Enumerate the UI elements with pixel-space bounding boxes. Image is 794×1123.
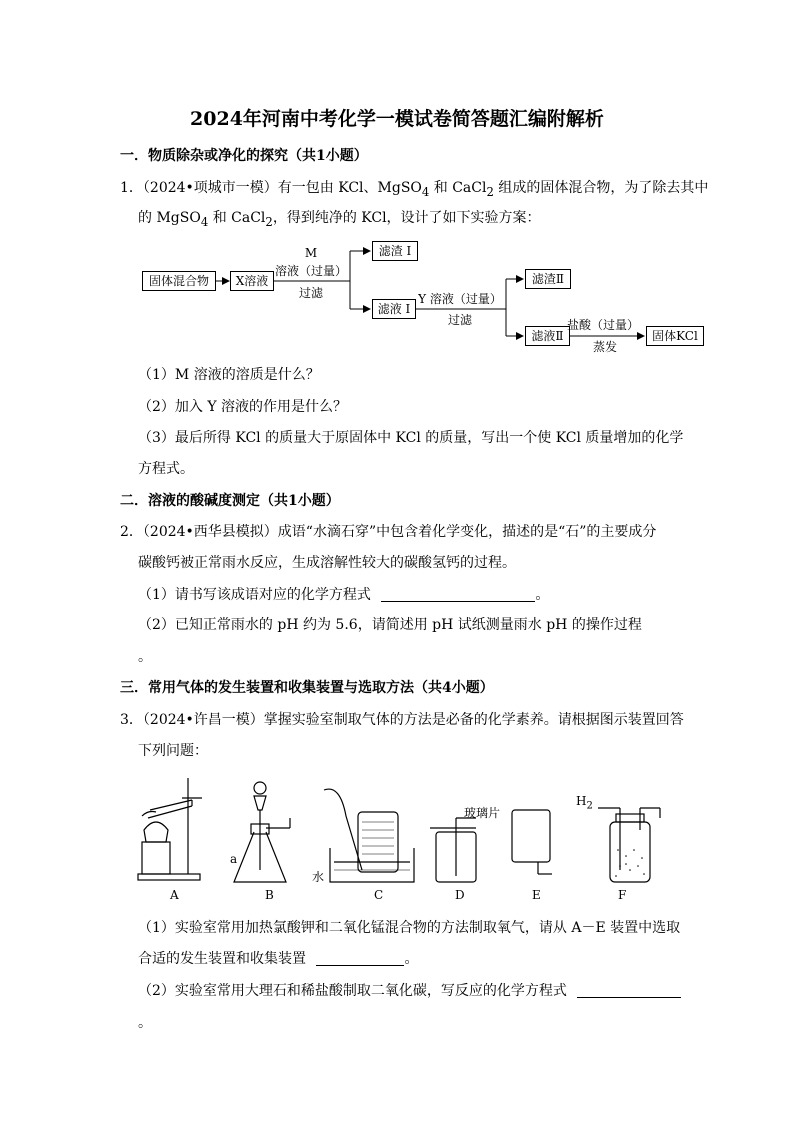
- flow-y-filter: 过滤: [447, 313, 472, 327]
- flow-filtrate-2: 滤液Ⅱ: [525, 326, 570, 346]
- apparatus-drawing: [130, 770, 690, 905]
- section-heading-1: 一．物质除杂或净化的探究（共1小题）: [120, 148, 368, 164]
- section-heading-2: 二．溶液的酸碱度测定（共1小题）: [120, 493, 340, 509]
- question-1-line-2: 的 MgSO$_4$ 和 CaCl$_2$，得到纯净的 KCl，设计了如下实验方案：: [138, 210, 541, 229]
- apparatus-e: [512, 810, 552, 874]
- apparatus-h2-label: $H_2$: [576, 794, 593, 812]
- flow-m-label: M: [304, 246, 318, 260]
- apparatus-label-f: F: [618, 888, 627, 902]
- question-3-sub-1-line-2: 合适的发生装置和收集装置 。: [138, 951, 419, 967]
- apparatus-c: [324, 789, 414, 882]
- apparatus-label-e: E: [532, 888, 541, 902]
- flow-x-solution: X溶液: [230, 271, 274, 291]
- question-3-sub-1-line-1: （1）实验室常用加热氯酸钾和二氧化锰混合物的方法制取氧气，请从 A－E 装置中选取: [138, 920, 681, 936]
- answer-blank[interactable]: [316, 951, 404, 966]
- apparatus-d: [430, 818, 476, 882]
- question-2-sub-2-line-2: 。: [138, 649, 152, 665]
- apparatus-b: [234, 782, 290, 882]
- flow-m-filter: 过滤: [298, 286, 323, 300]
- apparatus-water-label: 水: [312, 870, 325, 884]
- answer-blank[interactable]: [577, 983, 681, 998]
- question-1-sub-3-line-1: （3）最后所得 KCl 的质量大于原固体中 KCl 的质量，写出一个使 KCl 质量增加的化学: [138, 430, 684, 446]
- question-2-sub-1: （1）请书写该成语对应的化学方程式 。: [138, 587, 550, 603]
- apparatus-a-port-label: a: [230, 852, 238, 866]
- apparatus-label-c: C: [374, 888, 384, 902]
- flow-residue-1: 滤渣 I: [372, 241, 418, 261]
- question-3-line-1: 3．（2024•许昌一模）掌握实验室制取气体的方法是必备的化学素养。请根据图示装置回答: [120, 712, 684, 728]
- answer-blank[interactable]: [381, 587, 535, 602]
- apparatus-label-a: A: [170, 888, 179, 902]
- page-title: 2024年河南中考化学一模试卷简答题汇编附解析: [190, 108, 604, 130]
- section-heading-3: 三．常用气体的发生装置和收集装置与选取方法（共4小题）: [120, 680, 494, 696]
- flow-solid-mixture: 固体混合物: [142, 271, 216, 291]
- question-3-sub-2-line-1: （2）实验室常用大理石和稀盐酸制取二氧化碳，写反应的化学方程式: [138, 980, 681, 1000]
- question-2-line-2: 碳酸钙被正常雨水反应，生成溶解性较大的碳酸氢钙的过程。: [138, 555, 516, 571]
- question-3-line-2: 下列问题：: [138, 743, 208, 759]
- question-1-sub-3-line-2: 方程式。: [138, 461, 194, 477]
- apparatus-label-d: D: [455, 888, 465, 902]
- question-3-sub-2-line-2: 。: [138, 1015, 152, 1031]
- flow-residue-2: 滤渣Ⅱ: [525, 269, 571, 289]
- flow-chart: [0, 0, 794, 360]
- flow-m-excess: 溶液（过量）: [274, 264, 347, 278]
- flow-y-label: Y 溶液（过量）: [418, 292, 502, 306]
- question-1-sub-1: （1）M 溶液的溶质是什么？: [138, 367, 320, 383]
- apparatus-glass-plate-label: 玻璃片: [464, 806, 501, 820]
- apparatus-label-b: B: [265, 888, 274, 902]
- question-1-sub-2: （2）加入 Y 溶液的作用是什么？: [138, 399, 348, 415]
- flow-hcl-label: 盐酸（过量）: [566, 318, 639, 332]
- apparatus-a: [138, 778, 202, 880]
- flow-solid-kcl: 固体KCl: [646, 326, 704, 346]
- question-2-sub-2-line-1: （2）已知正常雨水的 pH 约为 5.6，请简述用 pH 试纸测量雨水 pH 的操作过程: [138, 617, 642, 633]
- flow-filtrate-1: 滤液 I: [372, 299, 416, 319]
- question-1-line-1: 1．（2024•项城市一模）有一包由 KCl、MgSO$_4$ 和 CaCl$_2$ 组成的固体混合物，为了除去其中: [120, 180, 709, 199]
- question-2-line-1: 2．（2024•西华县模拟）成语“水滴石穿”中包含着化学变化，描述的是“石”的主要成分: [120, 524, 657, 540]
- flow-evaporate: 蒸发: [592, 340, 617, 354]
- apparatus-figure: [130, 770, 690, 905]
- apparatus-f: [598, 808, 660, 882]
